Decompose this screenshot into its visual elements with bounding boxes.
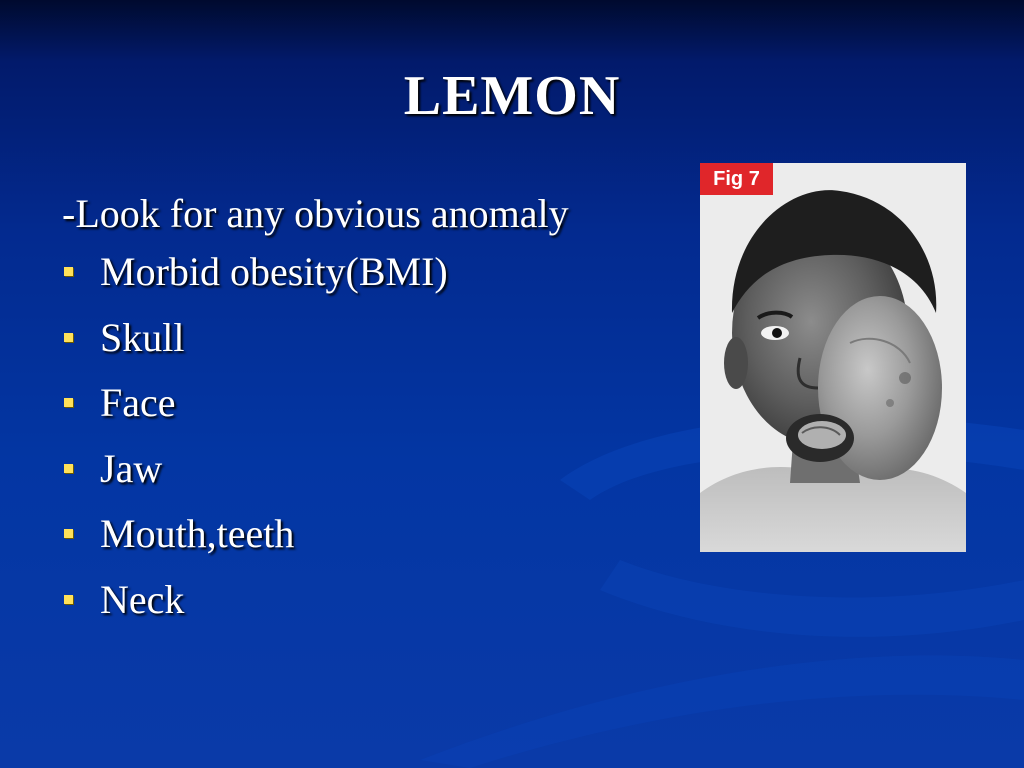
bullet-text: Mouth,teeth — [100, 511, 295, 556]
slide-content — [62, 188, 682, 639]
bullet-text: Neck — [100, 576, 185, 622]
slide-title: LEMON — [403, 65, 621, 127]
bullet-item — [62, 508, 682, 574]
patient-photo-illustration — [700, 163, 966, 552]
bullet-item — [62, 312, 682, 378]
bullet-item — [62, 246, 682, 312]
square-bullet-icon — [64, 529, 73, 538]
bullet-text: Morbid obesity(BMI) — [100, 249, 448, 294]
figure-badge: Fig 7 — [700, 163, 773, 195]
square-bullet-icon — [64, 333, 73, 342]
bullet-text: Jaw — [100, 445, 163, 491]
bullet-text: Face — [100, 380, 176, 425]
bullet-item — [62, 377, 682, 443]
patient-photo — [700, 163, 966, 552]
square-bullet-icon — [64, 267, 73, 276]
bullet-item — [62, 574, 682, 640]
bullet-list — [62, 246, 682, 639]
bullet-item — [62, 443, 682, 509]
intro-text: -Look for any obvious anomaly — [62, 191, 569, 236]
square-bullet-icon — [64, 398, 73, 407]
square-bullet-icon — [64, 464, 73, 473]
square-bullet-icon — [64, 595, 73, 604]
bullet-text: Skull — [100, 314, 185, 360]
